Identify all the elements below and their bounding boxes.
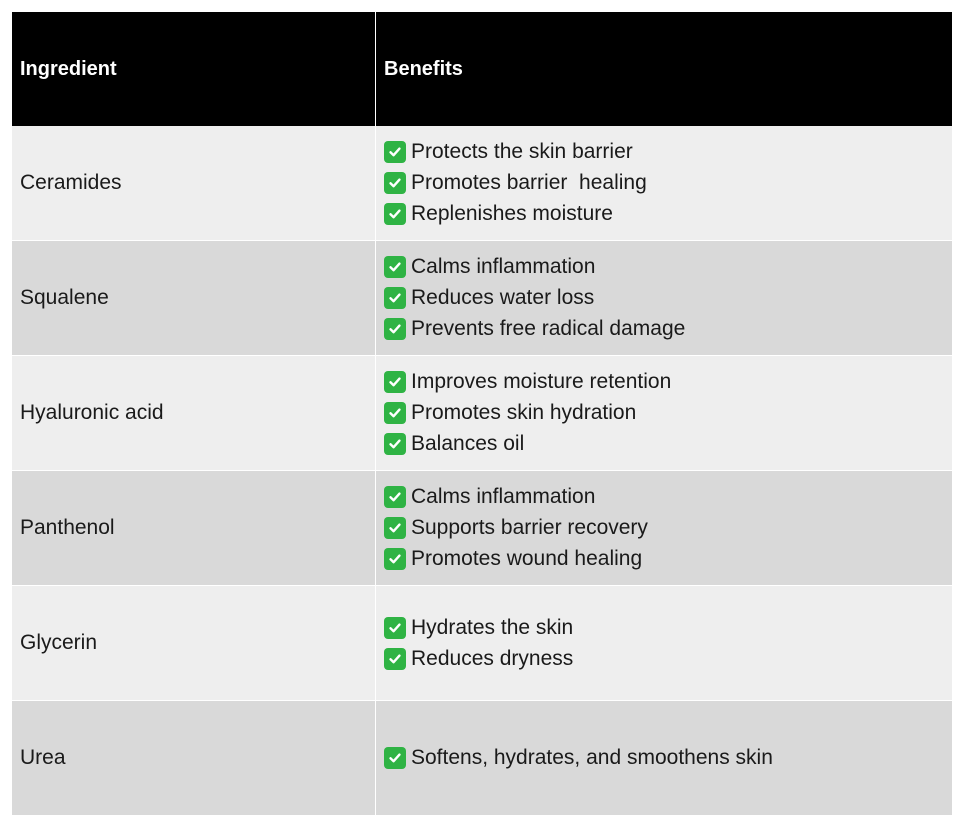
benefit-text: Promotes skin hydration (411, 401, 637, 424)
benefit-item (384, 544, 648, 575)
benefit-item (384, 643, 573, 674)
check-mark-icon (384, 371, 406, 393)
benefit-text: Calms inflammation (411, 485, 596, 508)
check-mark-icon (384, 287, 406, 309)
table-row (12, 126, 952, 241)
benefit-text: Softens, hydrates, and smoothens skin (411, 746, 773, 769)
benefits-cell (376, 241, 952, 355)
ingredient-name: Urea (20, 746, 66, 769)
check-mark-icon (384, 141, 406, 163)
benefit-item (384, 168, 647, 199)
benefit-text: Reduces dryness (411, 646, 574, 670)
check-mark-icon (384, 402, 406, 424)
benefit-text: Hydrates the skin (411, 615, 574, 639)
table-header-row (12, 12, 952, 126)
benefit-list (384, 612, 573, 674)
check-mark-icon (384, 256, 406, 278)
check-mark-icon (384, 517, 406, 539)
table-row (12, 701, 952, 816)
benefit-item (384, 513, 648, 544)
check-mark-icon (384, 486, 406, 508)
ingredient-cell (12, 701, 376, 815)
benefit-item (384, 283, 685, 314)
benefit-list (384, 367, 671, 460)
benefit-item (384, 252, 685, 283)
benefit-text: Calms inflammation (411, 255, 596, 278)
check-mark-icon (384, 433, 406, 455)
benefit-list (384, 743, 773, 774)
check-mark-icon (384, 318, 406, 340)
benefit-text: Improves moisture retention (411, 370, 672, 393)
table-row (12, 471, 952, 586)
ingredient-name: Panthenol (20, 516, 115, 539)
ingredient-name: Hyaluronic acid (20, 401, 164, 424)
benefit-text: Prevents free radical damage (411, 317, 686, 340)
ingredient-name: Glycerin (20, 631, 98, 654)
ingredient-cell (12, 356, 376, 470)
check-mark-icon (384, 648, 406, 670)
ingredient-cell (12, 586, 376, 700)
benefit-item (384, 612, 573, 643)
ingredients-table (12, 12, 952, 816)
table-row (12, 241, 952, 356)
benefit-item (384, 367, 671, 398)
benefit-text: Protects the skin barrier (411, 140, 633, 163)
benefit-text: Balances oil (411, 432, 525, 455)
benefits-cell (376, 126, 952, 240)
ingredient-name: Squalene (20, 286, 109, 309)
benefit-item (384, 429, 671, 460)
ingredient-cell (12, 471, 376, 585)
benefits-cell (376, 356, 952, 470)
ingredient-name: Ceramides (20, 171, 122, 194)
benefit-list (384, 137, 647, 230)
benefits-cell (376, 586, 952, 700)
check-mark-icon (384, 617, 406, 639)
table-row (12, 356, 952, 471)
benefit-text: Supports barrier recovery (411, 516, 648, 539)
header-benefits: Benefits (384, 57, 463, 80)
check-mark-icon (384, 172, 406, 194)
benefits-cell (376, 701, 952, 815)
table-body (12, 126, 952, 816)
benefit-item (384, 314, 685, 345)
table-row (12, 586, 952, 701)
benefit-item (384, 199, 647, 230)
benefit-text: Replenishes moisture (411, 202, 613, 225)
benefit-item (384, 137, 647, 168)
check-mark-icon (384, 747, 406, 769)
benefit-text: Reduces water loss (411, 286, 595, 309)
benefits-cell (376, 471, 952, 585)
benefit-list (384, 482, 648, 575)
header-ingredient: Ingredient (12, 12, 376, 126)
benefit-item (384, 482, 648, 513)
benefit-list (384, 252, 685, 345)
check-mark-icon (384, 548, 406, 570)
ingredient-cell (12, 241, 376, 355)
benefit-text: Promotes barrier healing (411, 171, 647, 194)
ingredient-cell (12, 126, 376, 240)
benefit-item (384, 398, 671, 429)
benefit-item (384, 743, 773, 774)
check-mark-icon (384, 203, 406, 225)
benefit-text: Promotes wound healing (411, 547, 643, 570)
